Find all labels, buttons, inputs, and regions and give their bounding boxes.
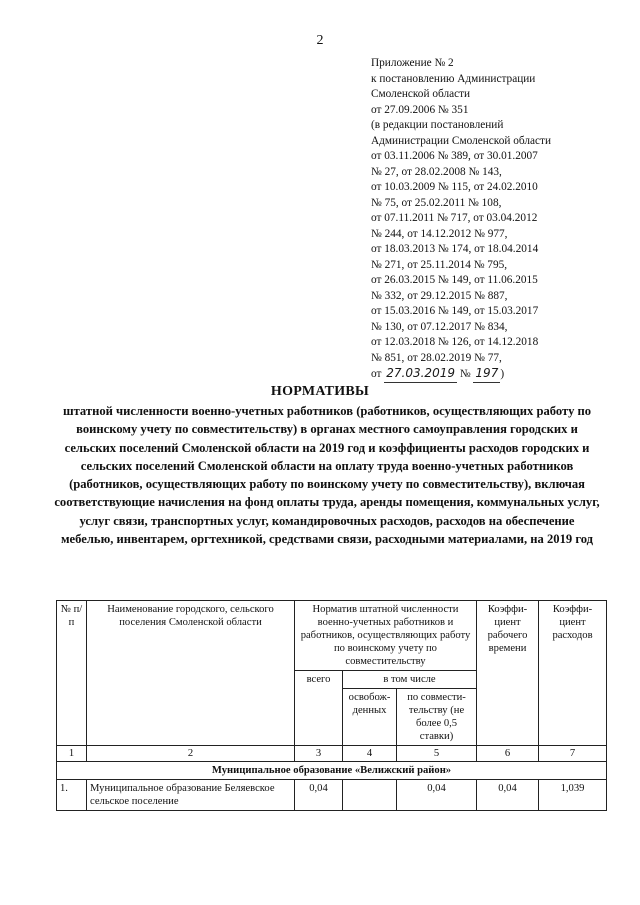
appendix-line: № 27, от 28.02.2008 № 143, — [371, 165, 502, 178]
appendix-line: № 75, от 25.02.2011 № 108, — [371, 196, 502, 209]
row-parttime: 0,04 — [397, 780, 477, 811]
document-title: НОРМАТИВЫ — [270, 384, 370, 399]
column-number: 6 — [477, 746, 539, 762]
appendix-line: от 07.11.2011 № 717, от 03.04.2012 — [371, 212, 538, 224]
header-released: освобож-денных — [343, 689, 397, 746]
appendix-line: № 332, от 29.12.2015 № 887, — [371, 289, 508, 302]
appendix-line: от 27.09.2006 № 351 — [371, 103, 469, 116]
appendix-line: № 244, от 14.12.2012 № 977, — [371, 227, 508, 240]
header-parttime: по совмести-тельству (не более 0,5 ставки) — [397, 689, 477, 746]
column-number: 2 — [87, 746, 295, 762]
appendix-line: от 18.03.2013 № 174, от 18.04.2014 — [371, 243, 539, 255]
section-row — [57, 762, 607, 780]
header-num: № п/п — [57, 601, 87, 746]
appendix-line: от 12.03.2018 № 126, от 14.12.2018 — [371, 336, 539, 348]
page-number: 2 — [316, 33, 324, 48]
appendix-line: Смоленской области — [371, 88, 471, 100]
table-row — [57, 780, 607, 811]
norms-table — [56, 600, 607, 811]
row-coef-time: 0,04 — [477, 780, 539, 811]
appendix-last-line — [371, 366, 633, 383]
column-number: 3 — [295, 746, 343, 762]
column-number: 7 — [539, 746, 607, 762]
appendix-line: от 10.03.2009 № 115, от 24.02.2010 — [371, 181, 538, 193]
table-header-row — [57, 601, 607, 671]
appendix-line: Приложение № 2 — [371, 57, 454, 69]
handwritten-date: 27.03.2019 — [384, 366, 457, 383]
row-name: Муниципальное образование Беляевское сельское поселение — [87, 780, 295, 811]
appendix-line: № 271, от 25.11.2014 № 795, — [371, 258, 508, 271]
column-number: 4 — [343, 746, 397, 762]
header-incl: в том числе — [343, 671, 477, 689]
column-number: 5 — [397, 746, 477, 762]
column-number-row — [57, 746, 607, 762]
row-coef-exp: 1,039 — [539, 780, 607, 811]
document-subtitle: штатной численности военно-учетных работников (работников, осуществляющих работу по воинскому учету по совместительству) в органах местного самоуправления городских и сельских поселений Смоленской области на 2019 год и коэффициенты расходов городских и сельских поселений Смоленской области на оплату труда военно-учетных работников (работников, осуществляющих работу по воинскому учету по совместительству), включая соответствующие начисления на фонд оплаты труда, аренды помещения, коммунальных услуг, услуг связи, транспортных услуг, командировочных расходов, расходов на обеспечение мебелью, инвентарем, оргтехникой, средствами связи, расходными материалами, на 2019 год — [54, 404, 600, 547]
appendix-number-sign: № — [459, 368, 471, 380]
row-released — [343, 780, 397, 811]
row-num: 1. — [57, 780, 87, 811]
appendix-line: к постановлению Администрации — [371, 72, 536, 85]
column-number: 1 — [57, 746, 87, 762]
header-norm: Норматив штатной численности военно-учетных работников и работников, осуществляющих работу по воинскому учету по совместительству — [295, 601, 477, 671]
appendix-line: от 26.03.2015 № 149, от 11.06.2015 — [371, 274, 538, 286]
section-title: Муниципальное образование «Велижский район» — [57, 762, 607, 780]
appendix-line: № 130, от 07.12.2017 № 834, — [371, 320, 508, 333]
header-coef-time: Коэффи-циент рабочего времени — [477, 601, 539, 746]
appendix-prefix: от — [371, 368, 382, 380]
appendix-line: (в редакции постановлений — [371, 119, 504, 131]
header-total: всего — [295, 671, 343, 746]
handwritten-number: 197 — [473, 366, 500, 383]
header-name: Наименование городского, сельского поселения Смоленской области — [87, 601, 295, 746]
appendix-line: от 15.03.2016 № 149, от 15.03.2017 — [371, 305, 539, 317]
appendix-suffix: ) — [500, 368, 505, 380]
appendix-line: № 851, от 28.02.2019 № 77, — [371, 351, 502, 364]
appendix-line: Администрации Смоленской области — [371, 134, 551, 147]
header-coef-exp: Коэффи-циент расходов — [539, 601, 607, 746]
appendix-block — [371, 56, 633, 383]
row-total: 0,04 — [295, 780, 343, 811]
appendix-line: от 03.11.2006 № 389, от 30.01.2007 — [371, 150, 538, 162]
